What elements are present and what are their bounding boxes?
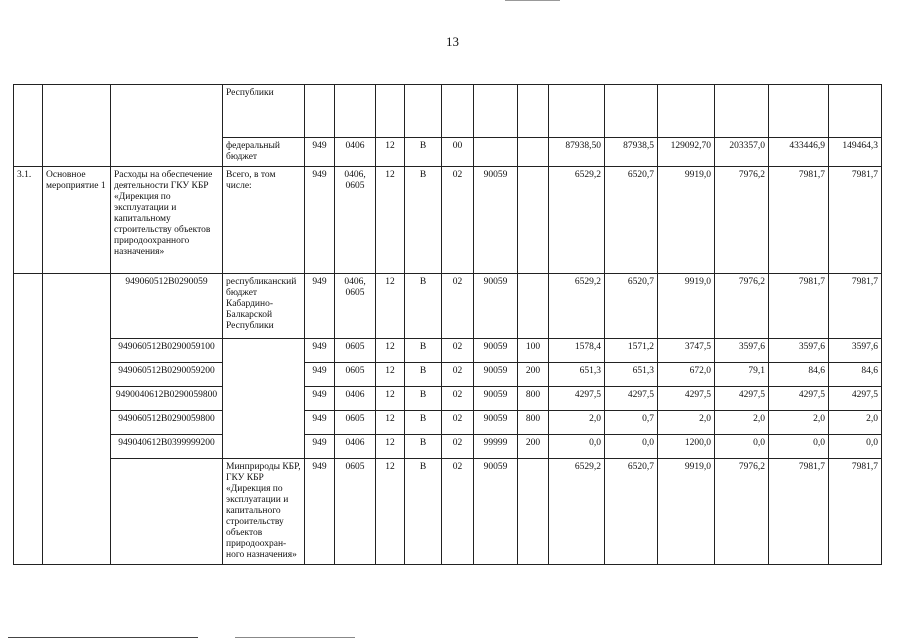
cell-cel: 99999 [474,435,518,459]
cell-value: 9919,0 [658,459,715,565]
cell-value: 9919,0 [658,167,715,274]
cell-description: Всего, в том числе: [223,167,305,274]
cell-cel: 90059 [474,459,518,565]
cell-pgp: В [405,339,442,363]
cell-description: Республики [223,85,305,138]
cell-gp: 12 [376,411,405,435]
cell-pgp: В [405,363,442,387]
cell-value: 4297,5 [769,387,829,411]
cell-cel: 90059 [474,363,518,387]
cell-pgp: В [405,435,442,459]
cell-value: 433446,9 [769,138,829,167]
cell-om: 02 [442,274,474,339]
cell-pgp: В [405,387,442,411]
cell-value: 672,0 [658,363,715,387]
cell-gp: 12 [376,339,405,363]
cell-grbs: 949 [305,138,335,167]
table-row [14,363,882,387]
cell-code: 949060512В0290059800 [111,411,223,435]
cell-gp: 12 [376,363,405,387]
cell-rz: 0605 [335,459,376,565]
cell-rz: 0406 [335,435,376,459]
cell-value: 6529,2 [549,274,605,339]
cell-vr [518,274,549,339]
table-row [14,411,882,435]
cell-value: 6529,2 [549,167,605,274]
cell-value: 7976,2 [715,274,769,339]
cell-value: 1200,0 [658,435,715,459]
cell-om: 00 [442,138,474,167]
cell-value: 0,0 [769,435,829,459]
cell-gp: 12 [376,435,405,459]
cell-vr [518,167,549,274]
cell-rz: 0605 [335,339,376,363]
cell-vr: 200 [518,363,549,387]
cell-status [43,85,111,138]
cell-value: 6520,7 [605,167,658,274]
cell-value: 7976,2 [715,167,769,274]
cell-value: 0,0 [715,435,769,459]
cell-value: 84,6 [769,363,829,387]
cell-gp: 12 [376,138,405,167]
cell-value: 9919,0 [658,274,715,339]
cell-description: федеральный бюджет [223,138,305,167]
cell-value: 0,0 [549,435,605,459]
cell-code: 949040612В0399999200 [111,435,223,459]
page-number: 13 [446,34,459,49]
cell-om: 02 [442,339,474,363]
table-row [14,387,882,411]
table-row [14,138,882,167]
table-row [14,167,882,274]
cell-value: 2,0 [658,411,715,435]
cell-om: 02 [442,459,474,565]
cell-code: 949060512В0290059 [111,274,223,339]
cell-value: 0,7 [605,411,658,435]
cell-value: 149464,3 [829,138,882,167]
cell-vr [518,459,549,565]
cell-name [111,85,223,138]
table-row [14,459,882,565]
cell-cel: 90059 [474,274,518,339]
table-row [14,435,882,459]
cell-value: 0,0 [829,435,882,459]
cell-num [14,85,43,138]
cell-cel [474,138,518,167]
cell-value: 3747,5 [658,339,715,363]
cell-name: Расходы на обеспечение деятельности ГКУ КБР «Дирекция по эксплуатации и капитальному строительству объектов природоохранного назначения» [111,167,223,274]
cell-value: 6529,2 [549,459,605,565]
cell-value: 3597,6 [769,339,829,363]
cell-vr: 200 [518,435,549,459]
cell-om: 02 [442,167,474,274]
cell-value: 7981,7 [769,274,829,339]
cell-value: 87938,50 [549,138,605,167]
cell-gp: 12 [376,274,405,339]
cell-value: 2,0 [549,411,605,435]
cell-value: 84,6 [829,363,882,387]
table-row [14,274,882,339]
cell-om: 02 [442,435,474,459]
cell-num: 3.1. [14,167,43,274]
table-row [14,339,882,363]
cell-value: 6520,7 [605,274,658,339]
cell-value: 79,1 [715,363,769,387]
cell-grbs: 949 [305,435,335,459]
cell-value: 7981,7 [829,274,882,339]
cell-pgp: В [405,138,442,167]
cell-value: 203357,0 [715,138,769,167]
cell-value: 651,3 [549,363,605,387]
cell-value: 4297,5 [605,387,658,411]
cell-value: 129092,70 [658,138,715,167]
cell-value: 4297,5 [829,387,882,411]
cell-om: 02 [442,363,474,387]
budget-table [13,84,882,565]
cell-rz: 0406 [335,387,376,411]
cell-cel: 90059 [474,411,518,435]
cell-rz: 0605 [335,363,376,387]
scan-artifact [505,0,560,1]
cell-grbs: 949 [305,274,335,339]
cell-value: 2,0 [715,411,769,435]
cell-rz: 0406, 0605 [335,274,376,339]
cell-vr: 800 [518,387,549,411]
cell-value: 7981,7 [769,167,829,274]
cell-code: 949060512В0290059100 [111,339,223,363]
cell-value: 7981,7 [769,459,829,565]
cell-vr: 800 [518,411,549,435]
cell-rz: 0605 [335,411,376,435]
cell-value: 2,0 [769,411,829,435]
cell-grbs: 949 [305,167,335,274]
cell-description: Минприроды КБР, ГКУ КБР «Дирекция по эксплуатации и капитального строительству объектов природоохран-ного назначения» [223,459,305,565]
cell-value: 1578,4 [549,339,605,363]
cell-pgp: В [405,411,442,435]
cell-om: 02 [442,411,474,435]
cell-pgp: В [405,167,442,274]
scan-artifact [235,637,355,638]
cell-gp: 12 [376,459,405,565]
cell-gp: 12 [376,387,405,411]
cell-grbs: 949 [305,411,335,435]
cell-rz: 0406 [335,138,376,167]
table-row [14,85,882,138]
cell-grbs: 949 [305,363,335,387]
cell-cel: 90059 [474,387,518,411]
cell-om: 02 [442,387,474,411]
cell-value: 3597,6 [715,339,769,363]
scan-artifact [8,637,198,638]
cell-cel: 90059 [474,167,518,274]
cell-value: 7981,7 [829,167,882,274]
cell-value: 0,0 [605,435,658,459]
cell-grbs: 949 [305,459,335,565]
cell-value: 3597,6 [829,339,882,363]
cell-value: 4297,5 [658,387,715,411]
cell-gp: 12 [376,167,405,274]
cell-value: 4297,5 [715,387,769,411]
cell-vr: 100 [518,339,549,363]
cell-grbs: 949 [305,339,335,363]
cell-value: 4297,5 [549,387,605,411]
cell-value: 7976,2 [715,459,769,565]
cell-pgp: В [405,459,442,565]
cell-rz: 0406, 0605 [335,167,376,274]
cell-cel: 90059 [474,339,518,363]
cell-value: 2,0 [829,411,882,435]
cell-pgp: В [405,274,442,339]
cell-grbs: 949 [305,387,335,411]
cell-vr [518,138,549,167]
cell-code: 9490040612В0290059800 [111,387,223,411]
cell-value: 6520,7 [605,459,658,565]
cell-code: 949060512В0290059200 [111,363,223,387]
cell-value: 1571,2 [605,339,658,363]
cell-value: 7981,7 [829,459,882,565]
cell-description: республиканский бюджет Кабардино-Балкарской Республики [223,274,305,339]
cell-status: Основное мероприятие 1 [43,167,111,274]
cell-value: 87938,5 [605,138,658,167]
cell-value: 651,3 [605,363,658,387]
